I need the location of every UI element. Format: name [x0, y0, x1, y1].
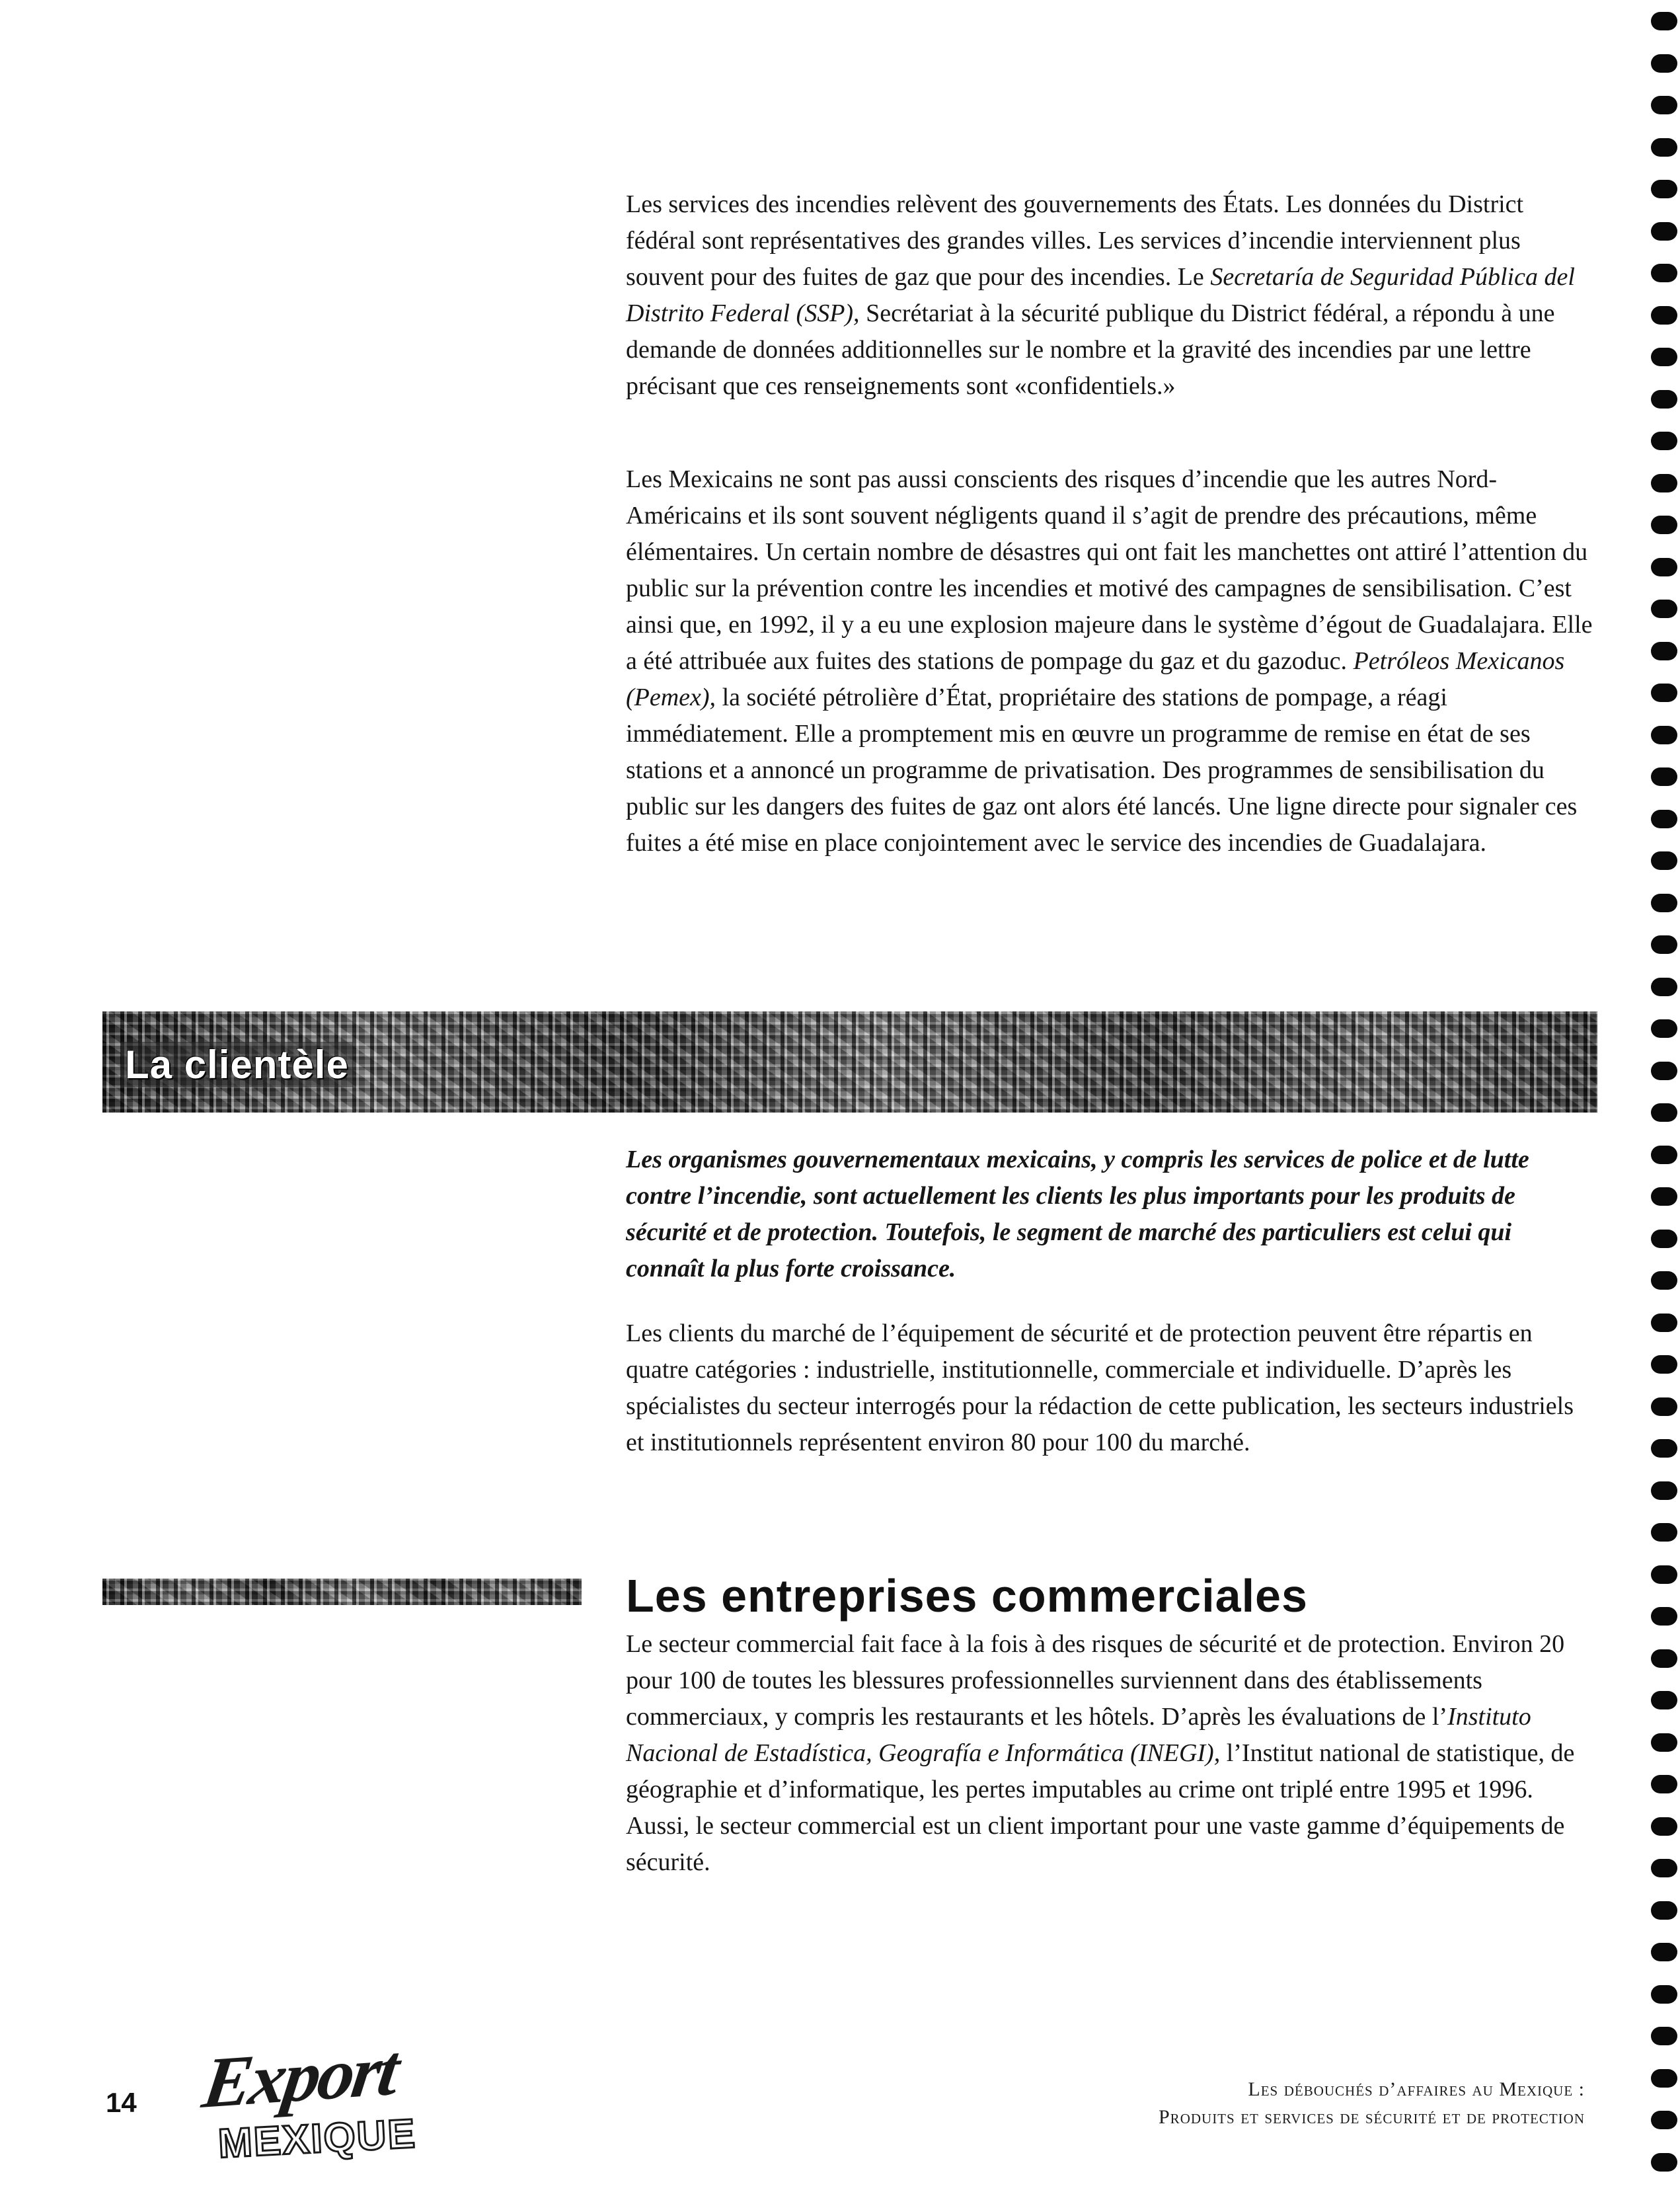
binding-hole — [1651, 684, 1677, 702]
binding-hole — [1651, 1817, 1677, 1836]
section-heading-entreprises: Les entreprises commerciales — [626, 1570, 1308, 1622]
binding-hole — [1651, 390, 1677, 409]
binding-hole — [1651, 2111, 1677, 2129]
binding-hole — [1651, 474, 1677, 492]
binding-hole — [1651, 12, 1677, 30]
paragraph-fire-awareness — [626, 461, 1594, 861]
binding-hole — [1651, 767, 1677, 786]
page-number: 14 — [106, 2087, 137, 2118]
binding-hole — [1651, 1019, 1677, 1038]
binding-hole — [1651, 138, 1677, 157]
paragraph-text: Les services des incendies relèvent des gouvernements des États. Les données du District fédéral sont représentatives des grandes villes. Les services d’incendie interviennent plus souvent pour des fuites de gaz que pour des incendies. Le — [626, 190, 1524, 291]
binding-hole — [1651, 1859, 1677, 1877]
binding-hole — [1651, 96, 1677, 114]
paragraph-text: Le secteur commercial fait face à la fois à des risques de sécurité et de protection. Environ 20 pour 100 de toutes les blessures professionnelles surviennent dans des établissements commerciaux, y compris les restaurants et les hôtels. D’après les évaluations de l’ — [626, 1630, 1565, 1731]
binding-hole — [1651, 1271, 1677, 1290]
binding-hole — [1651, 1901, 1677, 1920]
section-title-clientele: La clientèle — [121, 1042, 353, 1087]
binding-hole — [1651, 54, 1677, 73]
binding-hole — [1651, 726, 1677, 744]
paragraph-client-categories: Les clients du marché de l’équipement de sécurité et de protection peuvent être répartis en quatre catégories : industrielle, institutionnelle, commerciale et individuelle. D’après les spécialistes du secteur interrogés pour la rédaction de cette publication, les secteurs industriels et institutionnels représentent environ 80 pour 100 du marché. — [626, 1319, 1574, 1456]
binding-hole — [1651, 1733, 1677, 1752]
paragraph-fire-services — [626, 186, 1594, 405]
binding-hole — [1651, 1103, 1677, 1122]
binding-hole — [1651, 2027, 1677, 2045]
paragraph-text: Les Mexicains ne sont pas aussi conscients des risques d’incendie que les autres Nord-Américains et ils sont souvent négligents quand il s’agit de prendre des précautions, même élémentaires. Un certain nombre de désastres qui ont fait les manchettes ont attiré l’attention du public sur la prévention contre les incendies et motivé des campagnes de sensibilisation. C’est ainsi que, en 1992, il y a eu une explosion majeure dans le système d’égout de Guadalajara. Elle a été attribuée aux fuites des stations de pompage du gaz et du gazoduc. — [626, 465, 1593, 675]
binding-hole — [1651, 1775, 1677, 1793]
paragraph-italic-term: Instituto Nacional de Estadística, Geografía e Informática (INEGI), — [626, 1703, 1531, 1767]
binding-hole — [1651, 222, 1677, 241]
binding-hole — [1651, 1691, 1677, 1709]
paragraph-text: la société pétrolière d’État, propriétaire des stations de pompage, a réagi immédiatement. Elle a promptement mis en œuvre un programme de remise en état de ses stations et a annoncé un programme de privatisation. Des programmes de sensibilisation du public sur les dangers des fuites de gaz ont alors été lancés. Une ligne directe pour signaler ces fuites a été mise en place conjointement avec le service des incendies de Guadalajara. — [626, 684, 1578, 857]
binding-hole — [1651, 1649, 1677, 1668]
footer-title-line: Les débouchés d’affaires au Mexique : — [1248, 2078, 1585, 2100]
section-banner-clientele — [102, 1011, 1597, 1113]
binding-hole — [1651, 600, 1677, 618]
logo-block-text: MEXIQUE — [217, 2111, 418, 2167]
binding-hole — [1651, 1523, 1677, 1542]
paragraph-text: Secrétariat à la sécurité publique du District fédéral, a répondu à une demande de données additionnelles sur le nombre et la gravité des incendies par une lettre précisant que ces renseignements sont «confidentiels.» — [626, 299, 1555, 400]
spiral-binding — [1640, 0, 1680, 2198]
binding-hole — [1651, 1943, 1677, 1961]
binding-hole — [1651, 1439, 1677, 1458]
binding-hole — [1651, 894, 1677, 912]
binding-hole — [1651, 264, 1677, 282]
binding-hole — [1651, 1314, 1677, 1332]
binding-hole — [1651, 810, 1677, 828]
binding-hole — [1651, 306, 1677, 325]
binding-hole — [1651, 2069, 1677, 2088]
binding-hole — [1651, 1565, 1677, 1584]
binding-hole — [1651, 558, 1677, 576]
binding-hole — [1651, 642, 1677, 660]
binding-hole — [1651, 1985, 1677, 2004]
paragraph-text: l’Institut national de statistique, de géographie et d’informatique, les pertes imputables au crime ont triplé entre 1995 et 1996. Aussi, le secteur commercial est un client important pour une vaste gamme d’équipements de sécurité. — [626, 1739, 1575, 1876]
binding-hole — [1651, 851, 1677, 870]
paragraph-commercial-sector — [626, 1626, 1594, 1881]
binding-hole — [1651, 2153, 1677, 2172]
export-mexique-logo — [192, 2023, 418, 2175]
paragraph-italic-term: Petróleos Mexicanos (Pemex), — [626, 647, 1565, 711]
paragraph-italic-term: Secretaría de Seguridad Pública del Distrito Federal (SSP), — [626, 263, 1575, 327]
binding-hole — [1651, 1146, 1677, 1164]
section-lead-paragraph: Les organismes gouvernementaux mexicains, y compris les services de police et de lutte contre l’incendie, sont actuellement les clients les plus importants pour les produits de sécurité et de protection. Toutefois, le segment de marché des particuliers est celui qui connaît la plus forte croissance. — [626, 1146, 1529, 1282]
binding-hole — [1651, 180, 1677, 198]
binding-hole — [1651, 432, 1677, 450]
binding-hole — [1651, 1230, 1677, 1248]
binding-hole — [1651, 1355, 1677, 1374]
heading-decorative-bar — [102, 1579, 582, 1605]
binding-hole — [1651, 1062, 1677, 1080]
binding-hole — [1651, 1397, 1677, 1416]
binding-hole — [1651, 516, 1677, 534]
binding-hole — [1651, 935, 1677, 954]
logo-script-text: Export — [198, 2029, 402, 2123]
footer-title-line: Produits et services de sécurité et de protection — [1159, 2106, 1585, 2128]
binding-hole — [1651, 1607, 1677, 1626]
binding-hole — [1651, 1187, 1677, 1206]
binding-hole — [1651, 1481, 1677, 1500]
binding-hole — [1651, 978, 1677, 996]
binding-hole — [1651, 348, 1677, 366]
running-footer-title — [924, 2076, 1585, 2131]
